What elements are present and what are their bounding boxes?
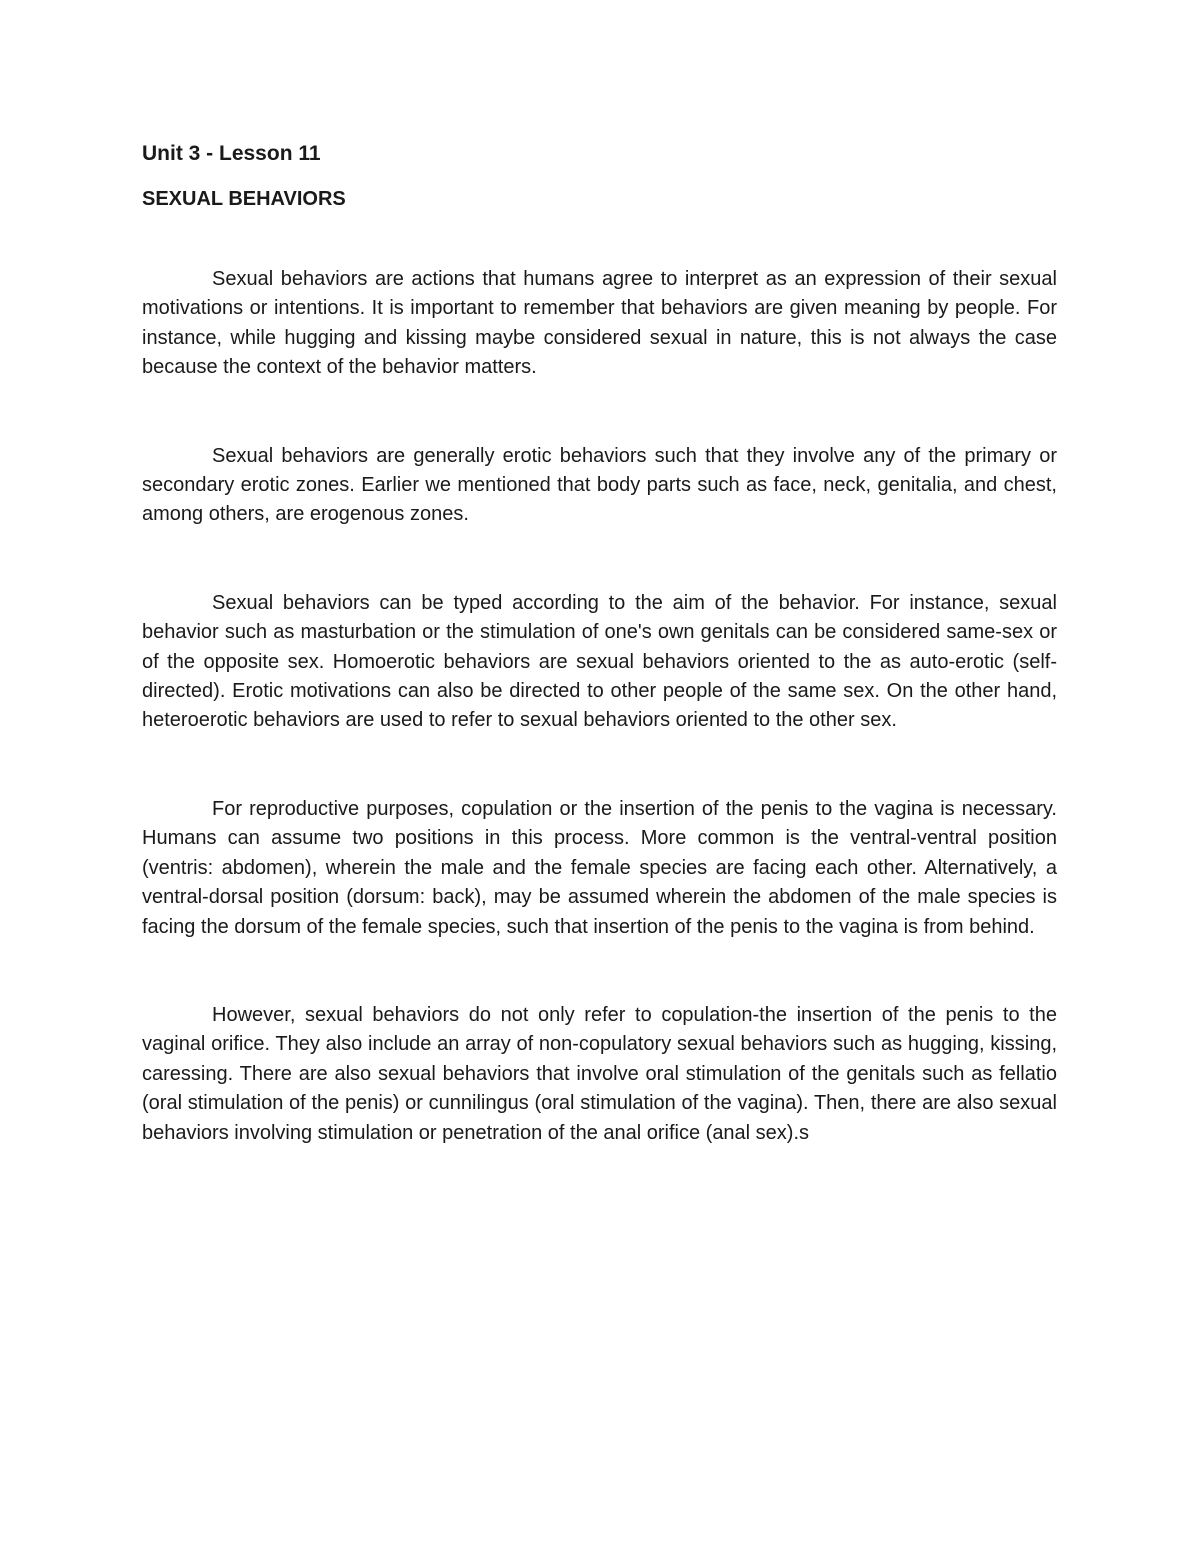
lesson-title: Unit 3 - Lesson 11 bbox=[142, 142, 321, 165]
section-title: SEXUAL BEHAVIORS bbox=[142, 188, 346, 210]
paragraph: For reproductive purposes, copulation or the insertion of the penis to the vagina is necessary. Humans can assume two positions in this process. More common is the ventral-ventral position (ventris: abdomen), wherein the male and the female species are facing each other. Alternatively, a ventral-dorsal position (dorsum: back), may be assumed wherein the abdomen of the male species is facing the dorsum of the female species, such that insertion of the penis to the vagina is from behind. bbox=[142, 797, 1057, 938]
paragraph: Sexual behaviors are actions that humans agree to interpret as an expression of their sexual motivations or intentions. It is important to remember that behaviors are given meaning by people. For instance, while hugging and kissing maybe considered sexual in nature, this is not always the case because the context of the behavior matters. bbox=[142, 268, 1057, 379]
paragraph: Sexual behaviors are generally erotic behaviors such that they involve any of the primary or secondary erotic zones. Earlier we mentioned that body parts such as face, neck, genitalia, and chest, among others, are erogenous zones. bbox=[142, 444, 1057, 526]
document-body bbox=[142, 138, 1057, 1207]
paragraph: However, sexual behaviors do not only refer to copulation-the insertion of the penis to the vaginal orifice. They also include an array of non-copulatory sexual behaviors such as hugging, kissing, caressing. There are also sexual behaviors that involve oral stimulation of the genitals such as fellatio (oral stimulation of the penis) or cunnilingus (oral stimulation of the vagina). Then, there are also sexual behaviors involving stimulation or penetration of the anal orifice (anal sex).s bbox=[142, 1003, 1057, 1144]
paragraph: Sexual behaviors can be typed according to the aim of the behavior. For instance, sexual behavior such as masturbation or the stimulation of one's own genitals can be considered same-sex or of the opposite sex. Homoerotic behaviors are sexual behaviors oriented to the as auto-erotic (self-directed). Erotic motivations can also be directed to other people of the same sex. On the other hand, heteroerotic behaviors are used to refer to sexual behaviors oriented to the other sex. bbox=[142, 591, 1057, 732]
